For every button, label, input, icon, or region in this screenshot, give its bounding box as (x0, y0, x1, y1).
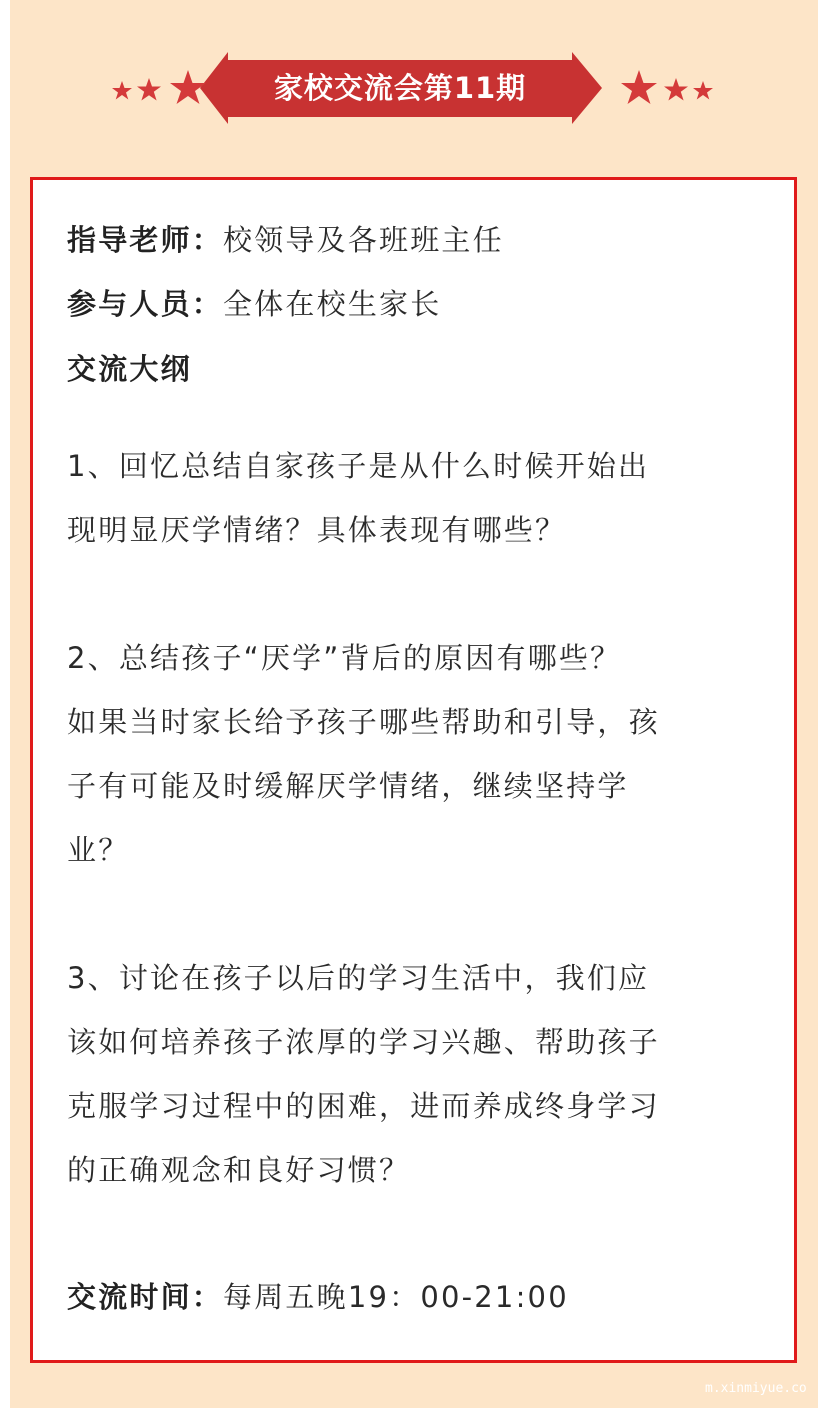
teacher-value: 校领导及各班班主任 (223, 223, 504, 257)
item-3-line: 该如何培养孩子浓厚的学习兴趣、帮助孩子 (67, 1025, 660, 1059)
teacher-label: 指导老师： (67, 223, 224, 257)
item-1-line: 1、回忆总结自家孩子是从什么时候开始出 (67, 449, 650, 483)
outline-heading: 交流大纲 (67, 352, 192, 386)
time-label: 交流时间： (67, 1280, 224, 1314)
item-1-line: 现明显厌学情绪？具体表现有哪些？ (67, 513, 567, 547)
time-row (67, 1277, 569, 1317)
star-icon (621, 70, 657, 104)
teacher-row (67, 220, 504, 260)
star-icons-right (621, 70, 713, 104)
star-icon (664, 78, 688, 101)
item-3-line: 克服学习过程中的困难，进而养成终身学习 (67, 1089, 660, 1123)
star-icons-left (112, 70, 206, 104)
star-icon (170, 70, 206, 104)
item-2-line: 业？ (67, 833, 130, 867)
item-3-line: 的正确观念和良好习惯？ (67, 1153, 411, 1187)
time-value: 每周五晚19：00-21:00 (223, 1280, 569, 1314)
content-card (30, 177, 797, 1363)
participants-row (67, 284, 441, 324)
item-2-line: 如果当时家长给予孩子哪些帮助和引导，孩 (67, 705, 660, 739)
star-icon (693, 81, 713, 100)
star-icon (137, 78, 161, 101)
item-2-line: 2、总结孩子“厌学”背后的原因有哪些？ (67, 641, 622, 675)
item-2-line: 子有可能及时缓解厌学情绪，继续坚持学 (67, 769, 629, 803)
star-icon (112, 81, 132, 100)
header-banner (0, 0, 828, 150)
banner-title: 家校交流会第11期 (273, 71, 527, 105)
participants-label: 参与人员： (67, 287, 224, 321)
item-3-line: 3、讨论在孩子以后的学习生活中，我们应 (67, 961, 650, 995)
participants-value: 全体在校生家长 (223, 287, 442, 321)
watermark: m.xinmiyue.co (705, 1381, 807, 1396)
